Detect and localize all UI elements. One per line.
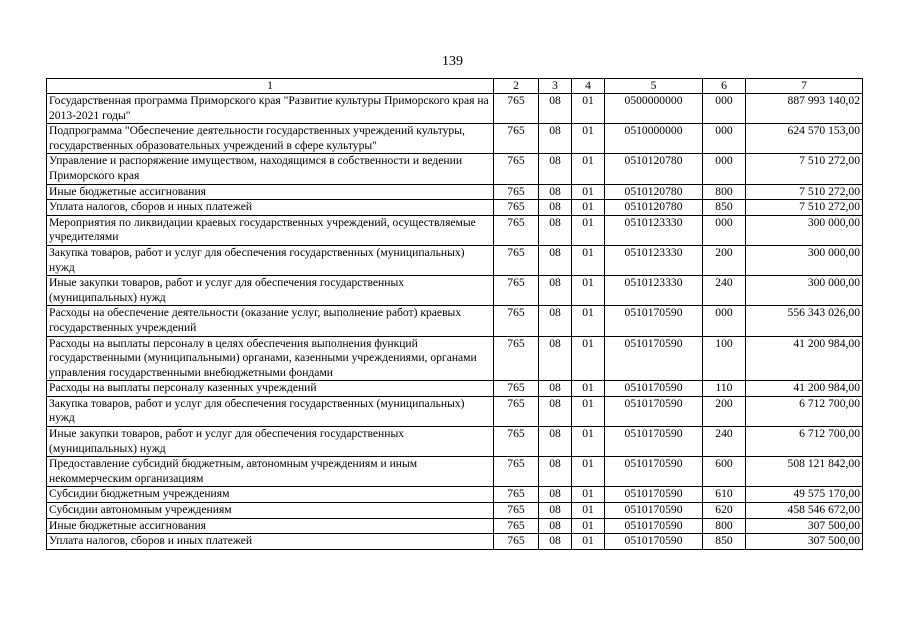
row-name-cell: Иные бюджетные ассигнования <box>47 518 494 534</box>
table-row <box>47 427 863 457</box>
row-name-cell: Иные закупки товаров, работ и услуг для обеспечения государственных (муниципальных) нужд <box>47 276 494 306</box>
target-article-cell: 0510170590 <box>605 518 703 534</box>
subsection-code-cell: 01 <box>572 276 605 306</box>
target-article-cell: 0510120780 <box>605 200 703 216</box>
row-name-cell: Субсидии автономным учреждениям <box>47 503 494 519</box>
page-number: 139 <box>442 54 463 69</box>
section-code-cell: 08 <box>539 381 572 397</box>
row-name-cell: Иные закупки товаров, работ и услуг для обеспечения государственных (муниципальных) нужд <box>47 427 494 457</box>
section-code-cell: 08 <box>539 534 572 550</box>
row-name-cell: Закупка товаров, работ и услуг для обеспечения государственных (муниципальных) нужд <box>47 245 494 275</box>
subsection-code-cell: 01 <box>572 200 605 216</box>
ministry-code-cell: 765 <box>494 200 539 216</box>
target-article-cell: 0510123330 <box>605 276 703 306</box>
row-name-cell: Расходы на выплаты персоналу казенных учреждений <box>47 381 494 397</box>
amount-cell: 300 000,00 <box>746 215 863 245</box>
expense-type-cell: 610 <box>703 487 746 503</box>
target-article-cell: 0510123330 <box>605 245 703 275</box>
ministry-code-cell: 765 <box>494 306 539 336</box>
ministry-code-cell: 765 <box>494 336 539 381</box>
target-article-cell: 0510170590 <box>605 487 703 503</box>
subsection-code-cell: 01 <box>572 487 605 503</box>
amount-cell: 7 510 272,00 <box>746 200 863 216</box>
ministry-code-cell: 765 <box>494 381 539 397</box>
table-body <box>47 94 863 550</box>
target-article-cell: 0510170590 <box>605 427 703 457</box>
section-code-cell: 08 <box>539 487 572 503</box>
target-article-cell: 0510170590 <box>605 336 703 381</box>
subsection-code-cell: 01 <box>572 396 605 426</box>
table-row <box>47 184 863 200</box>
column-header: 3 <box>539 79 572 94</box>
amount-cell: 458 546 672,00 <box>746 503 863 519</box>
ministry-code-cell: 765 <box>494 427 539 457</box>
subsection-code-cell: 01 <box>572 245 605 275</box>
section-code-cell: 08 <box>539 215 572 245</box>
subsection-code-cell: 01 <box>572 534 605 550</box>
section-code-cell: 08 <box>539 200 572 216</box>
amount-cell: 624 570 153,00 <box>746 124 863 154</box>
subsection-code-cell: 01 <box>572 381 605 397</box>
ministry-code-cell: 765 <box>494 534 539 550</box>
column-header: 6 <box>703 79 746 94</box>
section-code-cell: 08 <box>539 245 572 275</box>
amount-cell: 6 712 700,00 <box>746 427 863 457</box>
target-article-cell: 0510000000 <box>605 124 703 154</box>
amount-cell: 508 121 842,00 <box>746 457 863 487</box>
section-code-cell: 08 <box>539 396 572 426</box>
budget-table <box>46 78 863 550</box>
expense-type-cell: 240 <box>703 276 746 306</box>
subsection-code-cell: 01 <box>572 518 605 534</box>
table-row <box>47 124 863 154</box>
section-code-cell: 08 <box>539 336 572 381</box>
subsection-code-cell: 01 <box>572 94 605 124</box>
expense-type-cell: 000 <box>703 94 746 124</box>
target-article-cell: 0500000000 <box>605 94 703 124</box>
ministry-code-cell: 765 <box>494 94 539 124</box>
subsection-code-cell: 01 <box>572 184 605 200</box>
column-header: 2 <box>494 79 539 94</box>
table-row <box>47 336 863 381</box>
row-name-cell: Расходы на выплаты персоналу в целях обеспечения выполнения функций государственными (муниципальными) органами, казенными учреждениями, органами управления государственными внебюджетными фондами <box>47 336 494 381</box>
ministry-code-cell: 765 <box>494 518 539 534</box>
amount-cell: 41 200 984,00 <box>746 381 863 397</box>
row-name-cell: Иные бюджетные ассигнования <box>47 184 494 200</box>
expense-type-cell: 800 <box>703 184 746 200</box>
section-code-cell: 08 <box>539 503 572 519</box>
expense-type-cell: 850 <box>703 534 746 550</box>
table-row <box>47 396 863 426</box>
subsection-code-cell: 01 <box>572 215 605 245</box>
column-header: 7 <box>746 79 863 94</box>
target-article-cell: 0510170590 <box>605 534 703 550</box>
table-row <box>47 94 863 124</box>
amount-cell: 300 000,00 <box>746 245 863 275</box>
section-code-cell: 08 <box>539 94 572 124</box>
section-code-cell: 08 <box>539 518 572 534</box>
row-name-cell: Государственная программа Приморского края "Развитие культуры Приморского края на 2013-2021 годы" <box>47 94 494 124</box>
subsection-code-cell: 01 <box>572 503 605 519</box>
section-code-cell: 08 <box>539 457 572 487</box>
row-name-cell: Управление и распоряжение имуществом, находящимся в собственности и ведении Приморского края <box>47 154 494 184</box>
row-name-cell: Закупка товаров, работ и услуг для обеспечения государственных (муниципальных) нужд <box>47 396 494 426</box>
target-article-cell: 0510120780 <box>605 184 703 200</box>
target-article-cell: 0510120780 <box>605 154 703 184</box>
amount-cell: 7 510 272,00 <box>746 184 863 200</box>
target-article-cell: 0510170590 <box>605 381 703 397</box>
section-code-cell: 08 <box>539 276 572 306</box>
ministry-code-cell: 765 <box>494 245 539 275</box>
table-row <box>47 457 863 487</box>
expense-type-cell: 000 <box>703 306 746 336</box>
subsection-code-cell: 01 <box>572 306 605 336</box>
subsection-code-cell: 01 <box>572 124 605 154</box>
ministry-code-cell: 765 <box>494 457 539 487</box>
ministry-code-cell: 765 <box>494 503 539 519</box>
expense-type-cell: 000 <box>703 154 746 184</box>
expense-type-cell: 200 <box>703 245 746 275</box>
row-name-cell: Расходы на обеспечение деятельности (оказание услуг, выполнение работ) краевых государственных учреждений <box>47 306 494 336</box>
amount-cell: 41 200 984,00 <box>746 336 863 381</box>
subsection-code-cell: 01 <box>572 427 605 457</box>
ministry-code-cell: 765 <box>494 154 539 184</box>
amount-cell: 7 510 272,00 <box>746 154 863 184</box>
ministry-code-cell: 765 <box>494 487 539 503</box>
expense-type-cell: 100 <box>703 336 746 381</box>
table-header-row <box>47 79 863 94</box>
expense-type-cell: 240 <box>703 427 746 457</box>
target-article-cell: 0510170590 <box>605 396 703 426</box>
ministry-code-cell: 765 <box>494 276 539 306</box>
amount-cell: 307 500,00 <box>746 518 863 534</box>
ministry-code-cell: 765 <box>494 124 539 154</box>
column-header: 5 <box>605 79 703 94</box>
table-row <box>47 245 863 275</box>
ministry-code-cell: 765 <box>494 184 539 200</box>
table-row <box>47 487 863 503</box>
column-header: 4 <box>572 79 605 94</box>
amount-cell: 307 500,00 <box>746 534 863 550</box>
expense-type-cell: 200 <box>703 396 746 426</box>
ministry-code-cell: 765 <box>494 396 539 426</box>
expense-type-cell: 000 <box>703 215 746 245</box>
row-name-cell: Уплата налогов, сборов и иных платежей <box>47 534 494 550</box>
target-article-cell: 0510170590 <box>605 457 703 487</box>
amount-cell: 887 993 140,02 <box>746 94 863 124</box>
expense-type-cell: 620 <box>703 503 746 519</box>
ministry-code-cell: 765 <box>494 215 539 245</box>
table-row <box>47 518 863 534</box>
amount-cell: 556 343 026,00 <box>746 306 863 336</box>
table-row <box>47 200 863 216</box>
expense-type-cell: 110 <box>703 381 746 397</box>
subsection-code-cell: 01 <box>572 457 605 487</box>
amount-cell: 300 000,00 <box>746 276 863 306</box>
table-row <box>47 306 863 336</box>
row-name-cell: Подпрограмма "Обеспечение деятельности государственных учреждений культуры, государственных образовательных учреждений в сфере культуры" <box>47 124 494 154</box>
row-name-cell: Предоставление субсидий бюджетным, автономным учреждениям и иным некоммерческим организациям <box>47 457 494 487</box>
section-code-cell: 08 <box>539 306 572 336</box>
expense-type-cell: 800 <box>703 518 746 534</box>
amount-cell: 6 712 700,00 <box>746 396 863 426</box>
table-row <box>47 503 863 519</box>
table-row <box>47 276 863 306</box>
expense-type-cell: 000 <box>703 124 746 154</box>
subsection-code-cell: 01 <box>572 336 605 381</box>
section-code-cell: 08 <box>539 427 572 457</box>
target-article-cell: 0510123330 <box>605 215 703 245</box>
table-row <box>47 154 863 184</box>
table-row <box>47 534 863 550</box>
table-row <box>47 215 863 245</box>
row-name-cell: Уплата налогов, сборов и иных платежей <box>47 200 494 216</box>
column-header: 1 <box>47 79 494 94</box>
row-name-cell: Мероприятия по ликвидации краевых государственных учреждений, осуществляемые учредителями <box>47 215 494 245</box>
section-code-cell: 08 <box>539 154 572 184</box>
subsection-code-cell: 01 <box>572 154 605 184</box>
section-code-cell: 08 <box>539 124 572 154</box>
section-code-cell: 08 <box>539 184 572 200</box>
table-row <box>47 381 863 397</box>
expense-type-cell: 850 <box>703 200 746 216</box>
target-article-cell: 0510170590 <box>605 306 703 336</box>
expense-type-cell: 600 <box>703 457 746 487</box>
target-article-cell: 0510170590 <box>605 503 703 519</box>
row-name-cell: Субсидии бюджетным учреждениям <box>47 487 494 503</box>
amount-cell: 49 575 170,00 <box>746 487 863 503</box>
